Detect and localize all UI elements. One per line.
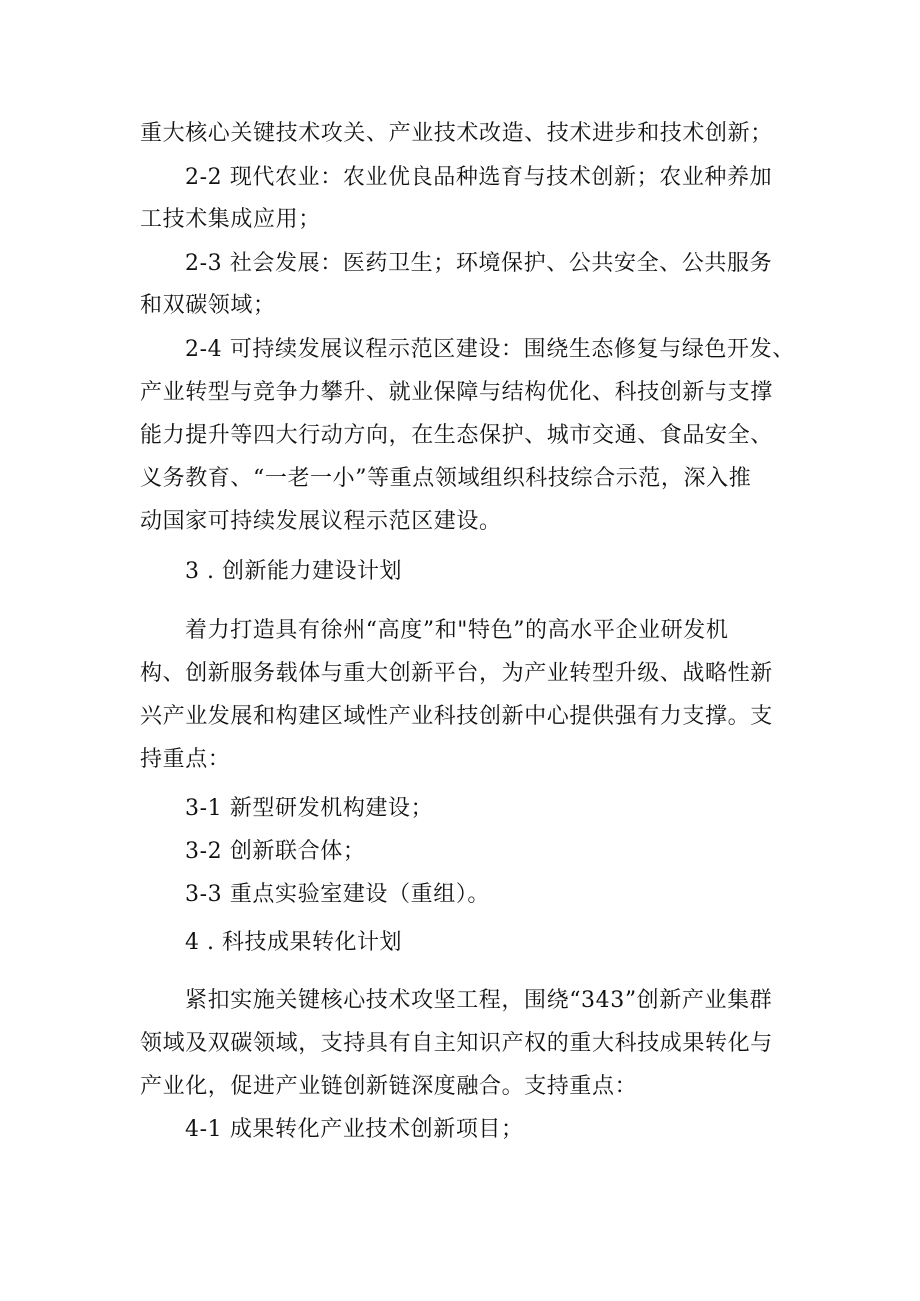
paragraph-line: 紧扣实施关键核心技术攻坚工程，围绕“343”创新产业集群 (185, 988, 773, 1013)
paragraph-line: 领域及双碳领域，支持具有自主知识产权的重大科技成果转化与 (140, 1031, 773, 1056)
list-item-2-3: 2-3 社会发展：医药卫生；环境保护、公共安全、公共服务 (185, 251, 773, 276)
paragraph-line: 动国家可持续发展议程示范区建设。 (140, 509, 502, 534)
list-item-3-3: 3-3 重点实验室建设（重组）。 (185, 882, 491, 907)
paragraph-line: 工技术集成应用； (140, 207, 321, 232)
list-item-3-1: 3-1 新型研发机构建设； (185, 796, 434, 821)
paragraph-line: 产业化，促进产业链创新链深度融合。支持重点： (140, 1074, 638, 1099)
paragraph-line: 持重点： (140, 747, 231, 772)
paragraph-line: 能力提升等四大行动方向，在生态保护、城市交通、食品安全、 (140, 423, 773, 448)
section-heading-3: 3 . 创新能力建设计划 (185, 559, 402, 584)
list-item-2-2: 2-2 现代农业：农业优良品种选育与技术创新；农业种养加 (185, 165, 773, 190)
paragraph-line: 产业转型与竞争力攀升、就业保障与结构优化、科技创新与支撑 (140, 380, 773, 405)
paragraph-line: 义务教育、“一老一小”等重点领域组织科技综合示范，深入推 (140, 466, 752, 491)
list-item-4-1: 4-1 成果转化产业技术创新项目； (185, 1117, 524, 1142)
paragraph-line: 兴产业发展和构建区域性产业科技创新中心提供强有力支撑。支 (140, 704, 773, 729)
paragraph-line: 重大核心关键技术攻关、产业技术改造、技术进步和技术创新； (140, 121, 773, 146)
list-item-3-2: 3-2 创新联合体； (185, 839, 366, 864)
paragraph-line: 和双碳领域； (140, 293, 276, 318)
list-item-2-4: 2-4 可持续发展议程示范区建设：围绕生态修复与绿色开发、 (185, 337, 795, 362)
section-heading-4: 4 . 科技成果转化计划 (185, 930, 402, 955)
paragraph-line: 着力打造具有徐州“高度”和"特色”的高水平企业研发机 (185, 618, 729, 643)
paragraph-line: 构、创新服务载体与重大创新平台，为产业转型升级、战略性新 (140, 661, 773, 686)
